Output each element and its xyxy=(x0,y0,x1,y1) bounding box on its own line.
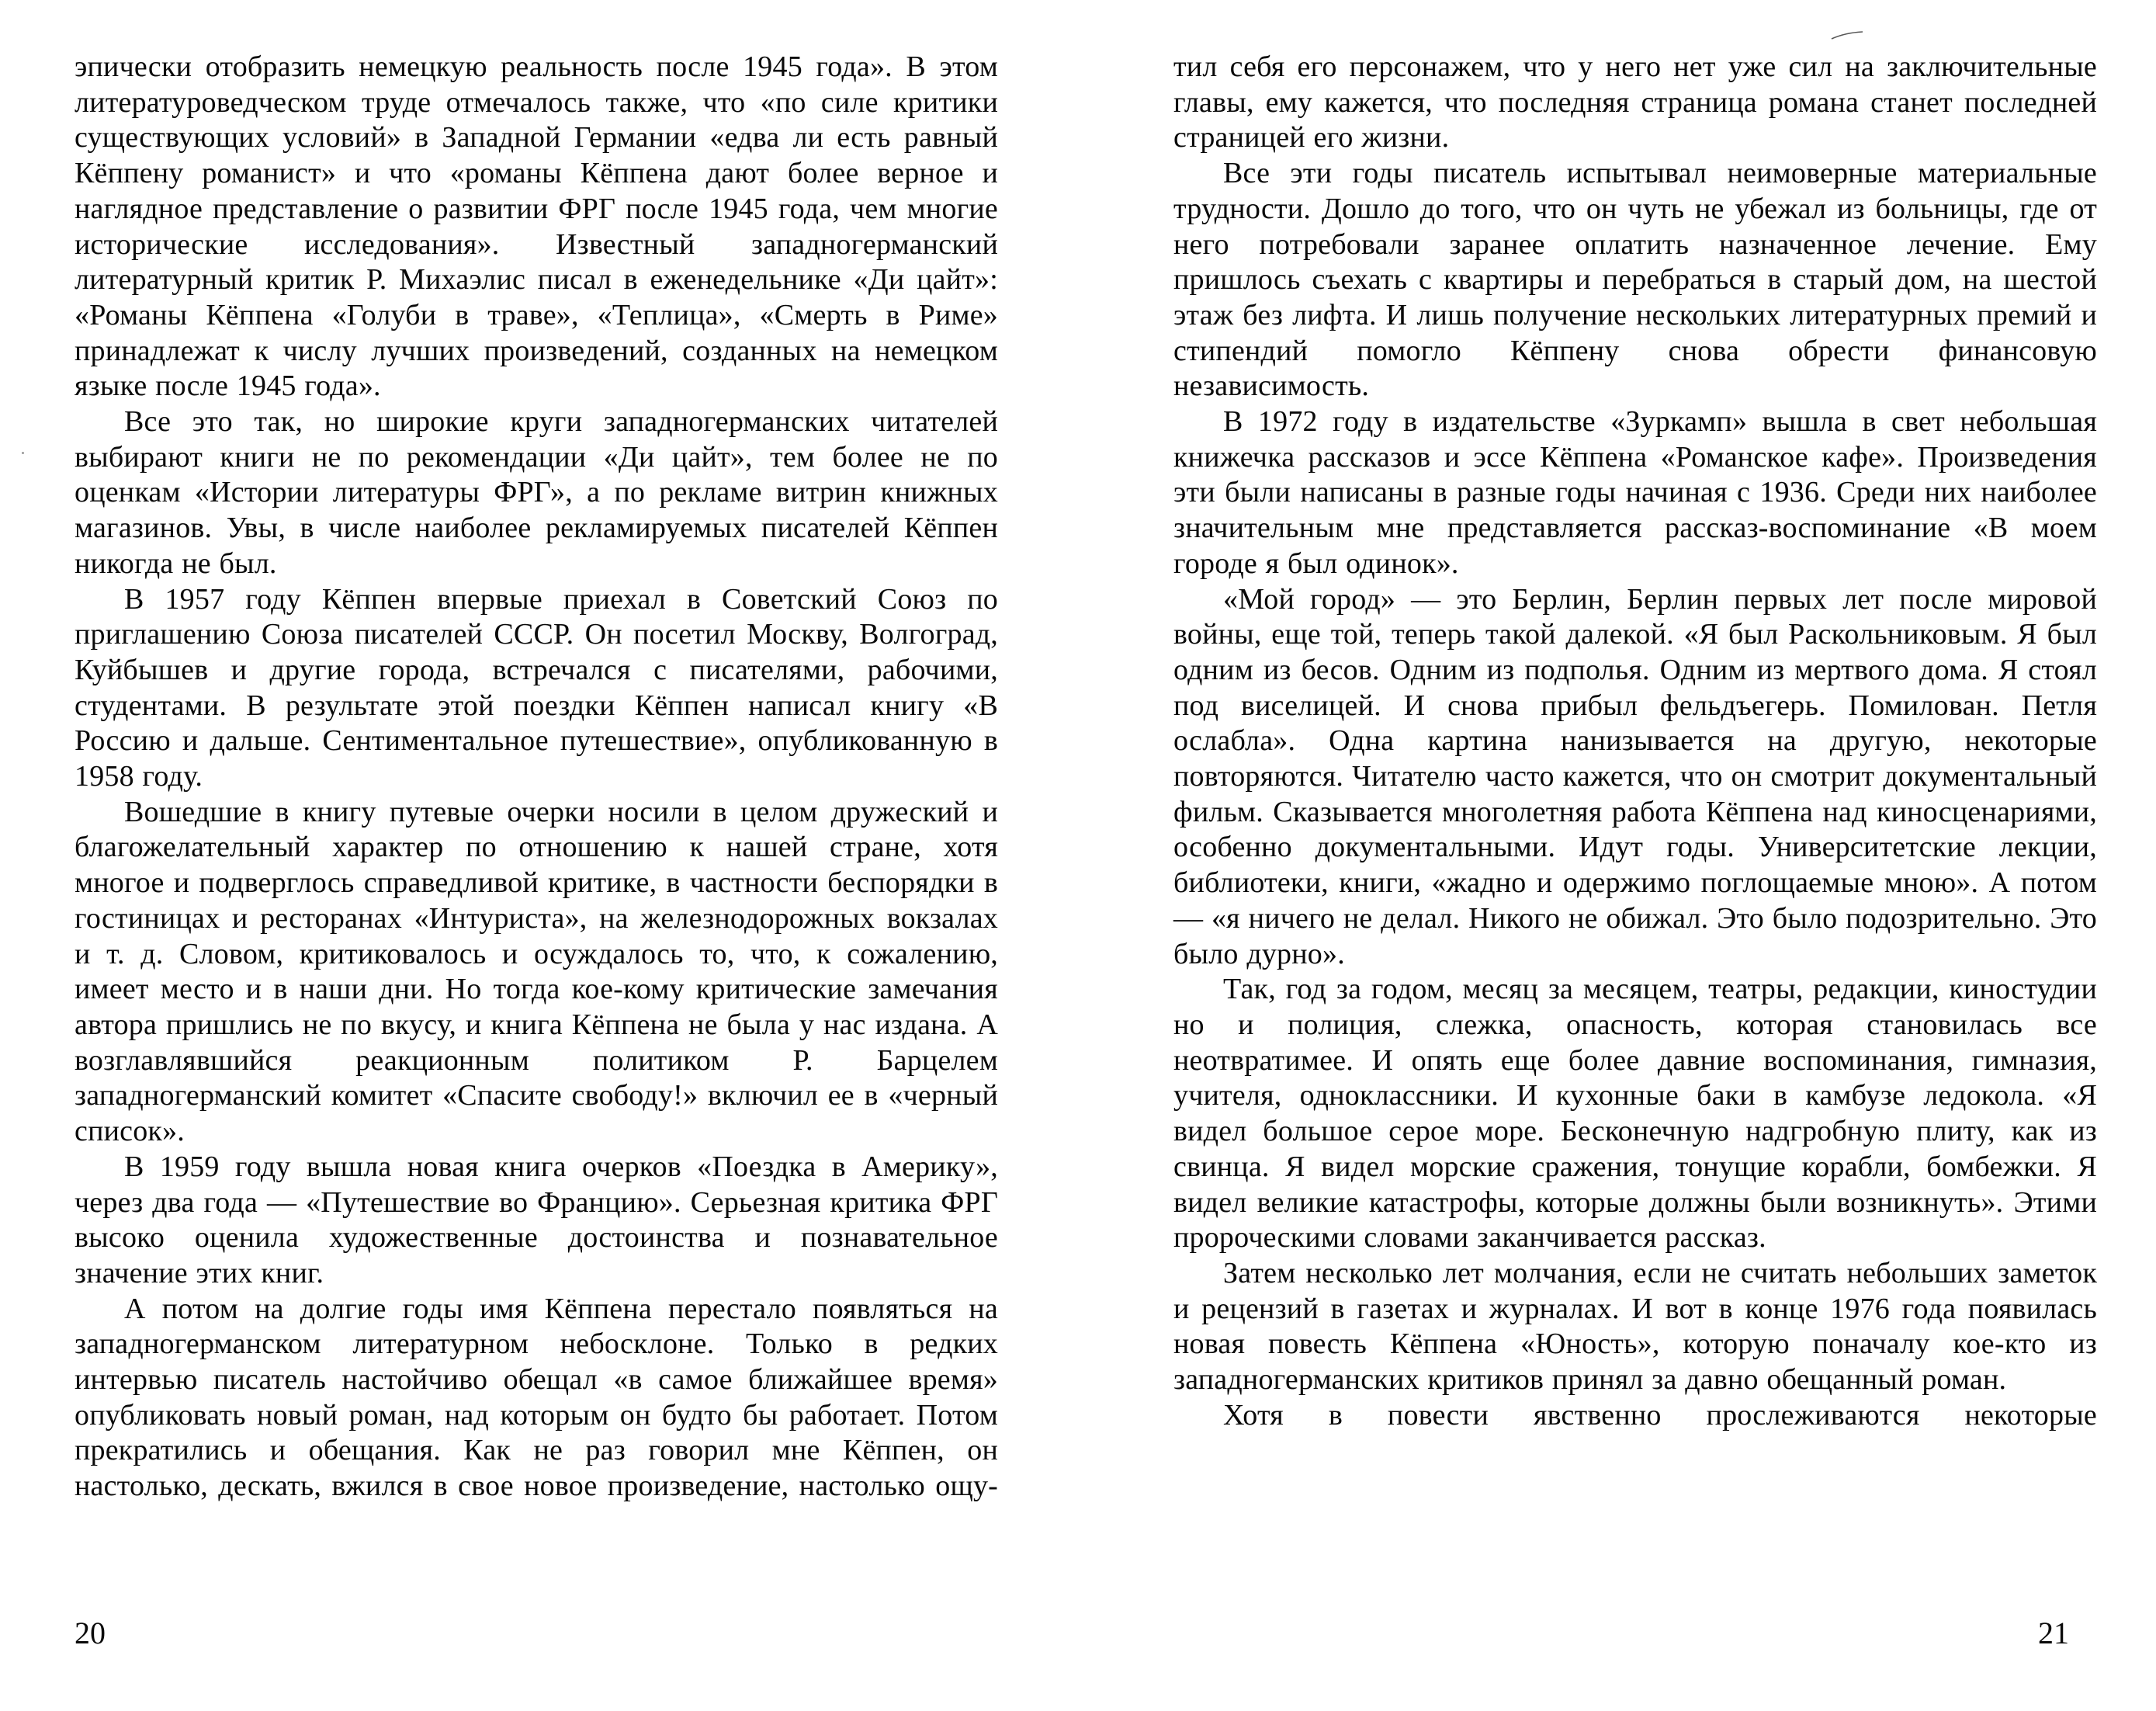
left-page xyxy=(75,50,998,1618)
paragraph: А потом на долгие годы имя Кёппена перестало появляться на западногерманском литературном небосклоне. Только в редких интервью писатель настойчиво обещал «в самое ближайшее время» опубликовать новый роман, над которым он будто бы работает. Потом прекратились и обещания. Как не раз говорил мне Кёппен, он настолько, дескать, вжился в свое новое произведение, настолько ощу- xyxy=(75,1292,998,1503)
paragraph: Хотя в повести явственно прослеживаются некоторые xyxy=(1223,1398,2097,1432)
paragraph: Все это так, но широкие круги западногерманских читателей выбирают книги не по рекомендации «Ди цайт», тем более не по оценкам «Истории литературы ФРГ», а по рекламе витрин книжных магазинов. Увы, в числе наиболее рекламируемых писателей Кёппен никогда не был. xyxy=(75,405,998,580)
paragraph: Все эти годы писатель испытывал неимоверные материальные трудности. Дошло до того, что он чуть не убежал из больницы, где от него потребовали заранее оплатить назначенное лечение. Ему пришлось съехать с квартиры и перебраться в старый дом, на шестой этаж без лифта. И лишь получение нескольких литературных премий и стипендий помогло Кёппену снова обрести финансовую независимость. xyxy=(1173,157,2097,403)
paragraph: Вошедшие в книгу путевые очерки носили в целом дружеский и благожелательный характер по отношению к нашей стране, хотя многое и подверглось справедливой критике, в частности беспорядки в гостиницах и ресторанах «Интуриста», на железнодорожных вокзалах и т. д. Словом, критиковалось и осуждалось то, что, к сожалению, имеет место и в наши дни. Но тогда кое-кому критические замечания автора пришлись не по вкусу, и книга Кёппена не была у нас издана. А возглавлявшийся реакционным политиком Р. Барцелем западногерманский комитет «Спасите свободу!» включил ее в «черный список». xyxy=(75,795,998,1148)
paragraph: В 1957 году Кёппен впервые приехал в Советский Союз по приглашению Союза писателей СССР. Он посетил Москву, Волгоград, Куйбышев и другие города, встречался с писателями, рабочими, студентами. В результате этой поездки Кёппен написал книгу «В Россию и дальше. Сентиментальное путешествие», опубликованную в 1958 году. xyxy=(75,582,998,793)
paragraph: «Мой город» — это Берлин, Берлин первых лет после мировой войны, еще той, теперь такой далекой. «Я был Раскольниковым. Я был одним из бесов. Одним из подполья. Одним из мертвого дома. Я стоял под виселицей. И снова прибыл фельдъегерь. Помилован. Петля ослабла». Одна картина нанизывается на другую, некоторые повторяются. Читателю часто кажется, что он смотрит документальный фильм. Сказывается многолетняя работа Кёппена над киносценариями, особенно документальными. Идут годы. Университетские лекции, библиотеки, книги, «жадно и одержимо поглощаемые мною». А потом — «я ничего не делал. Никого не обижал. Это было подозрительно. Это было дурно». xyxy=(1173,582,2097,970)
scan-dot xyxy=(22,452,24,454)
right-page xyxy=(1173,50,2097,1618)
paragraph: В 1972 году в издательстве «Зуркамп» вышла в свет небольшая книжечка рассказов и эссе Кёппена «Романское кафе». Произведения эти были написаны в разные годы начиная с 1936. Среди них наиболее значительным мне представляется рассказ-воспоминание «В моем городе я был одинок». xyxy=(1173,405,2097,580)
page-number-left: 20 xyxy=(75,1616,106,1650)
paragraph: Так, год за годом, месяц за месяцем, театры, редакции, киностудии но и полиция, слежка, опасность, которая становилась все неотвратимее. И опять еще более давние воспоминания, гимназия, учителя, одноклассники. И кухонные баки в камбузе ледокола. «Я видел большое серое море. Бесконечную надгробную плиту, как из свинца. Я видел морские сражения, тонущие корабли, бомбежки. Я видел великие катастрофы, которые должны были возникнуть». Этими пророческими словами заканчивается рассказ. xyxy=(1173,973,2097,1255)
scan-mark xyxy=(1830,31,1864,40)
paragraph: В 1959 году вышла новая книга очерков «Поездка в Америку», через два года — «Путешествие во Францию». Серьезная критика ФРГ высоко оценила художественные достоинства и познавательное значение этих книг. xyxy=(75,1150,998,1289)
paragraph: эпически отобразить немецкую реальность после 1945 года». В этом литературоведческом труде отмечалось также, что «по силе критики существующих условий» в Западной Германии «едва ли есть равный Кёппену романист» и что «романы Кёппена дают более верное и наглядное представление о развитии ФРГ после 1945 года, чем многие исторические исследования». Известный западногерманский литературный критик Р. Михаэлис писал в еженедельнике «Ди цайт»: «Романы Кёппена «Голуби в траве», «Теплица», «Смерть в Риме» принадлежат к числу лучших произведений, созданных на немецком языке после 1945 года». xyxy=(75,50,998,403)
right-page-text xyxy=(1173,50,2097,1433)
paragraph: Затем несколько лет молчания, если не считать небольших заметок и рецензий в газетах и журналах. И вот в конце 1976 года появилась новая повесть Кёппена «Юность», которую поначалу кое-кто из западногерманских критиков принял за давно обещанный роман. xyxy=(1173,1256,2097,1397)
paragraph: тил себя его персонажем, что у него нет уже сил на заключительные главы, ему кажется, что последняя страница романа станет последней страницей его жизни. xyxy=(1173,50,2097,154)
page-number-right: 21 xyxy=(2038,1616,2069,1650)
left-page-text xyxy=(75,50,998,1504)
